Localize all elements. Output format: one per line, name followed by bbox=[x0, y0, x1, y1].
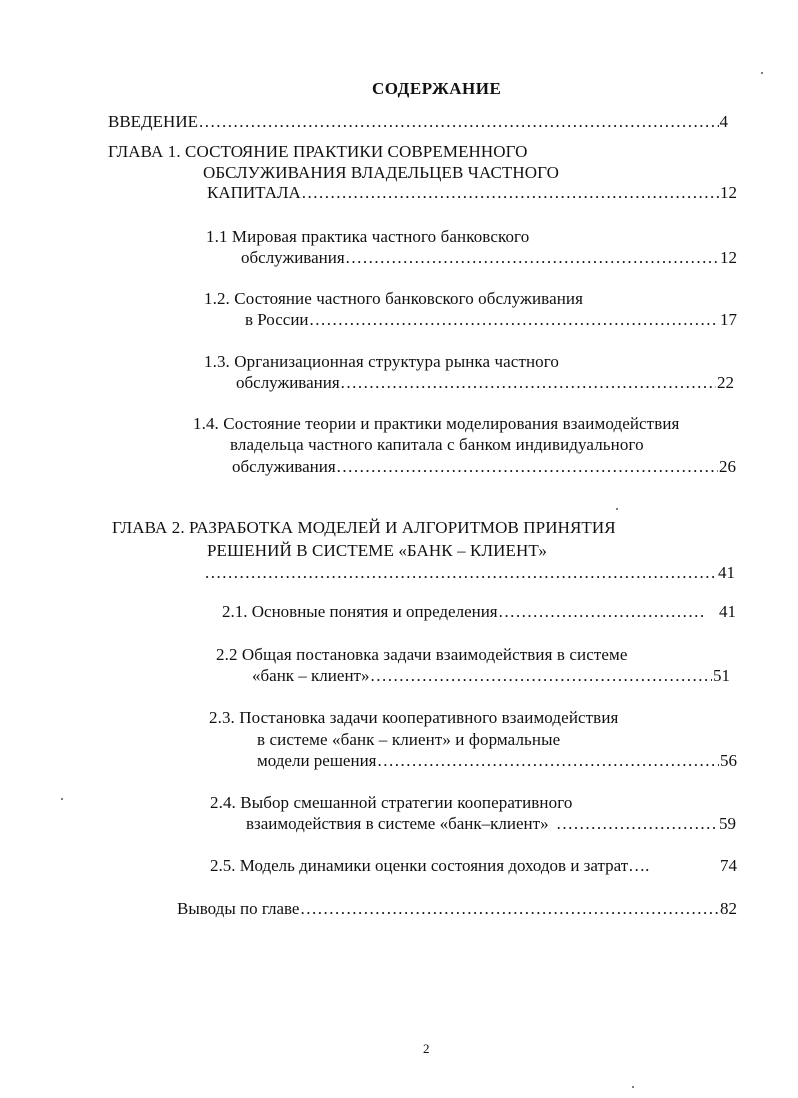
leader-dots bbox=[300, 898, 719, 920]
scan-speck bbox=[61, 798, 63, 800]
toc-entry-label: 2.1. Основные понятия и определения bbox=[222, 602, 498, 621]
scan-speck bbox=[632, 1086, 634, 1088]
section-1-3-line2 bbox=[236, 372, 734, 394]
toc-entry-page: 51 bbox=[713, 666, 730, 685]
toc-entry-page: 59 bbox=[719, 814, 736, 833]
section-2-4-line2 bbox=[246, 813, 736, 835]
chapter1-heading-line3 bbox=[207, 182, 737, 204]
section-1-4-line1: 1.4. Состояние теории и практики моделирования взаимодействия bbox=[193, 414, 680, 433]
section-1-2-line1: 1.2. Состояние частного банковского обслуживания bbox=[204, 289, 584, 308]
toc-entry-label: в России bbox=[245, 310, 309, 329]
toc-entry-page: 26 bbox=[719, 457, 736, 476]
toc-entry-label: Выводы по главе bbox=[177, 899, 300, 918]
toc-entry-label: модели решения bbox=[257, 751, 377, 770]
leader-dots bbox=[370, 665, 712, 687]
toc-entry-intro bbox=[108, 111, 728, 133]
section-1-1-line2 bbox=[241, 247, 737, 269]
toc-entry-page: 22 bbox=[717, 373, 734, 392]
section-2-1 bbox=[222, 601, 736, 623]
section-1-3-line1: 1.3. Организационная структура рынка частного bbox=[204, 352, 560, 371]
leader-dots bbox=[557, 813, 718, 835]
toc-entry-label: «банк – клиент» bbox=[252, 666, 370, 685]
toc-entry-page: 12 bbox=[720, 183, 737, 202]
section-1-1-line1: 1.1 Мировая практика частного банковского bbox=[206, 227, 530, 246]
toc-entry-conclusions bbox=[177, 898, 737, 920]
section-2-3-line1: 2.3. Постановка задачи кооперативного взаимодействия bbox=[209, 708, 619, 727]
toc-entry-page: 56 bbox=[720, 751, 737, 770]
scan-speck bbox=[761, 72, 763, 74]
leader-dots bbox=[205, 562, 717, 584]
leader-dots bbox=[310, 309, 719, 331]
chapter1-heading-line2: ОБСЛУЖИВАНИЯ ВЛАДЕЛЬЦЕВ ЧАСТНОГО bbox=[203, 163, 560, 182]
section-2-4-line1: 2.4. Выбор смешанной стратегии кооперативного bbox=[210, 793, 573, 812]
leader-dots bbox=[337, 456, 718, 478]
leader-dots bbox=[199, 111, 719, 133]
section-2-2-line1: 2.2 Общая постановка задачи взаимодействия в системе bbox=[216, 645, 628, 664]
toc-entry-label: обслуживания bbox=[241, 248, 345, 267]
section-1-2-line2 bbox=[245, 309, 737, 331]
toc-entry-page: 41 bbox=[718, 563, 735, 582]
leader-dots bbox=[346, 247, 719, 269]
toc-entry-label: обслуживания bbox=[236, 373, 340, 392]
section-2-3-line3 bbox=[257, 750, 737, 772]
leader-dots bbox=[378, 750, 720, 772]
scan-speck bbox=[616, 508, 618, 510]
chapter2-heading-line1: ГЛАВА 2. РАЗРАБОТКА МОДЕЛЕЙ И АЛГОРИТМОВ ПРИНЯТИЯ bbox=[112, 518, 616, 537]
section-2-2-line2 bbox=[252, 665, 730, 687]
toc-title: СОДЕРЖАНИЕ bbox=[372, 79, 502, 98]
toc-entry-page: 4 bbox=[719, 112, 728, 131]
toc-entry-label: КАПИТАЛА bbox=[207, 183, 301, 202]
leader-dots bbox=[341, 372, 716, 394]
toc-entry-label: ВВЕДЕНИЕ bbox=[108, 112, 198, 131]
toc-entry-label: 2.5. Модель динамики оценки состояния доходов и затрат…. bbox=[210, 856, 650, 875]
section-2-3-line2: в системе «банк – клиент» и формальные bbox=[257, 730, 561, 749]
section-1-4-line2: владельца частного капитала с банком индивидуального bbox=[230, 435, 644, 454]
chapter2-heading-line2: РЕШЕНИЙ В СИСТЕМЕ «БАНК – КЛИЕНТ» bbox=[207, 541, 547, 560]
leader-dots bbox=[302, 182, 719, 204]
section-1-4-line3 bbox=[232, 456, 736, 478]
toc-entry-page: 82 bbox=[720, 899, 737, 918]
section-2-5 bbox=[210, 855, 737, 877]
toc-entry-page: 17 bbox=[720, 310, 737, 329]
toc-entry-page: 12 bbox=[720, 248, 737, 267]
chapter1-heading-line1: ГЛАВА 1. СОСТОЯНИЕ ПРАКТИКИ СОВРЕМЕННОГО bbox=[108, 142, 528, 161]
leader-dots bbox=[499, 601, 705, 623]
toc-entry-label: взаимодействия в системе «банк–клиент» bbox=[246, 814, 549, 833]
page-number: 2 bbox=[423, 1041, 430, 1056]
chapter2-heading-leader bbox=[205, 562, 735, 584]
toc-entry-page: 74 bbox=[720, 856, 737, 875]
toc-entry-page: 41 bbox=[719, 602, 736, 621]
toc-entry-label: обслуживания bbox=[232, 457, 336, 476]
